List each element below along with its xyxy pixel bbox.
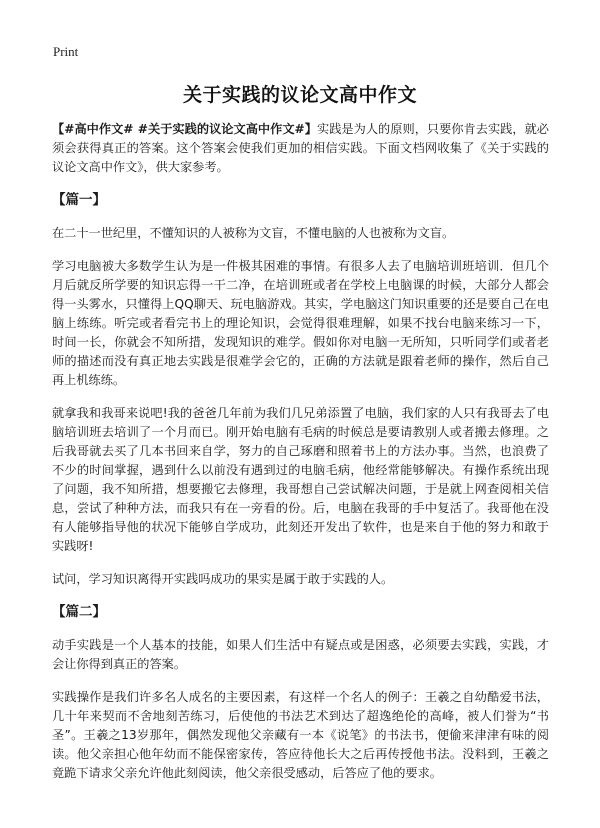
section-1-paragraph-4: 试问，学习知识离得开实践吗成功的果实是属于敢于实践的人。 xyxy=(52,572,394,586)
intro-text: 实践是为人的原则，只要你肯去实践，就必须会获得真正的答案。这个答案会使我们更加的相信实践。下面文档网收集了《关于实践的议论文高中作文》，供大家参考。 xyxy=(52,122,549,174)
article-body xyxy=(52,120,549,797)
section-2-paragraph-2: 实践操作是我们许多名人成名的主要因素，有这样一个名人的例子：王羲之自幼酷爱书法，几十年来契而不舍地刻苦练习，后使他的书法艺术到达了超逸绝伦的高峰，被人们誉为“书圣”。王羲之13岁那年，偶然发现他父亲藏有一本《说笔》的书法书，便偷来津津有味的阅读。他父亲担心他年幼而不能保密家传，答应待他长大之后再传授他书法。没料到，王羲之竟跪下请求父亲允许他此刻阅读，他父亲很受感动，后答应了他的要求。 xyxy=(52,690,549,780)
section-1-paragraph-2: 学习电脑被大多数学生认为是一件极其困难的事情。有很多人去了电脑培训班培训．但几个月后就反所学要的知识忘得一干二净，在培训班或者在学校上电脑课的时候，大部分人都会得一头雾水，只懂得上QQ聊天、玩电脑游戏。其实，学电脑这门知识重要的还是要自己在电脑上练练。听完或者看完书上的理论知识，会觉得很难理解，如果不找台电脑来练习一下，时间一长，你就会不知所措，发现知识的难学。假如你对电脑一无所知，只听同学们或者老师的描述而没有真正地去实践是很难学会它的，正确的方法就是跟着老师的操作，然后自己再上机练练。 xyxy=(52,259,549,387)
section-1-paragraph-1: 在二十一世纪里，不懂知识的人被称为文盲，不懂电脑的人也被称为文盲。 xyxy=(52,226,455,240)
page-title: 关于实践的议论文高中作文 xyxy=(182,84,417,106)
intro-paragraph xyxy=(52,120,549,177)
print-link[interactable]: Print xyxy=(53,44,79,59)
section-heading-1: 【篇一】 xyxy=(52,192,106,208)
section-heading-2: 【篇二】 xyxy=(52,604,106,620)
intro-tag: 【#高中作文# #关于实践的议论文高中作文#】 xyxy=(52,122,317,136)
section-2-paragraph-1: 动手实践是一个人基本的技能，如果人们生活中有疑点或是困惑，必须要去实践，实践，才会让你得到真正的答案。 xyxy=(52,638,549,671)
section-1-paragraph-3: 就拿我和我哥来说吧!我的爸爸几年前为我们几兄弟添置了电脑，我们家的人只有我哥去了电脑培训班去培训了一个月而已。刚开始电脑有毛病的时候总是要请教别人或者搬去修理。之后我哥就去买了几本书回来自学，努力的自己琢磨和照着书上的方法办事。当然，也浪费了不少的时间掌握，遇到什么以前没有遇到过的电脑毛病，他经常能够解决。有操作系统出现了问题，我不知所措，想要搬它去修理，我哥想自己尝试解决问题，于是就上网查阅相关信息，尝试了种种方法，而我只有在一旁看的份。后，电脑在我哥的手中复活了。我哥他在没有人能够指导他的状况下能够自学成功，此刻还开发出了软件，也是来自于他的努力和敢于实践呀! xyxy=(52,406,549,553)
